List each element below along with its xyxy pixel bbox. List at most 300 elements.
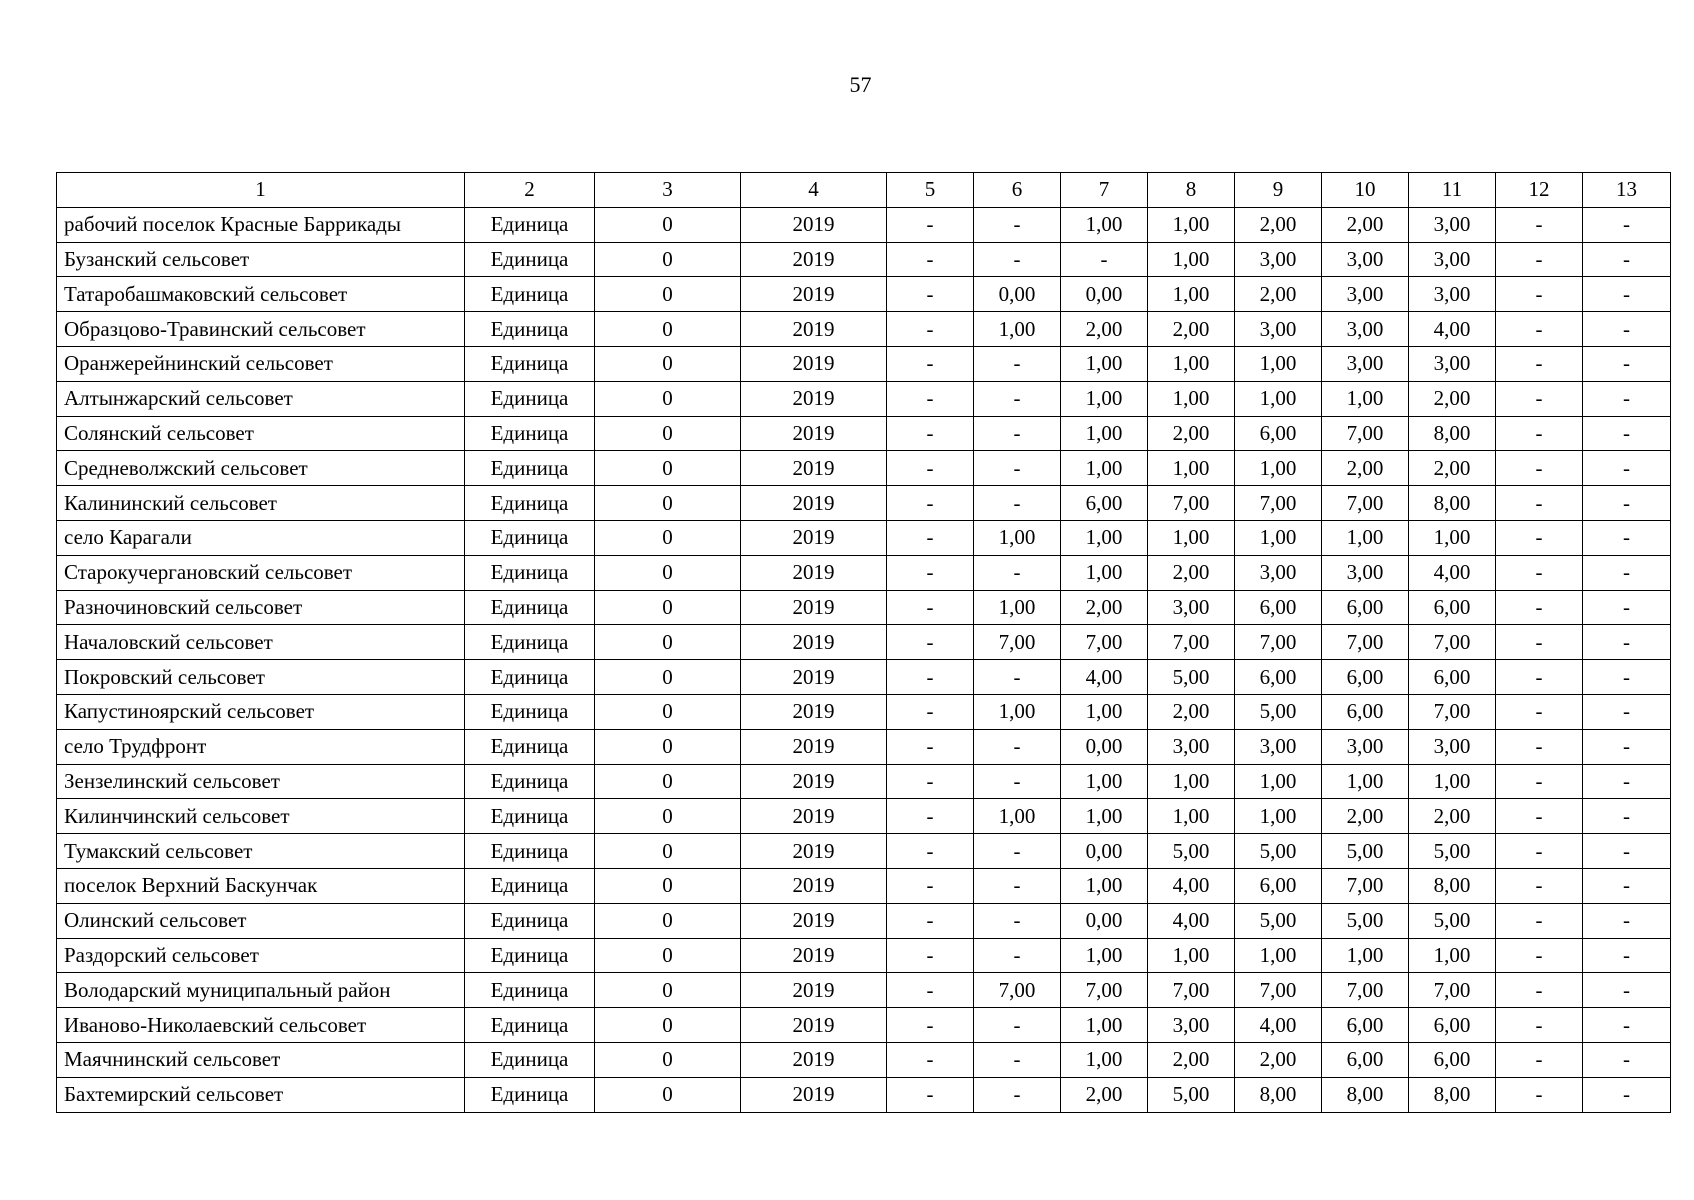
table-cell-col-7: 4,00: [1061, 660, 1148, 695]
table-cell-col-13: -: [1583, 868, 1671, 903]
table-cell-col-13: -: [1583, 520, 1671, 555]
table-cell-col-6: 1,00: [974, 312, 1061, 347]
table-cell-col-3: 0: [595, 312, 741, 347]
table-cell-col-7: 1,00: [1061, 416, 1148, 451]
table-cell-col-2: Единица: [465, 834, 595, 869]
row-name-cell: Маячнинский сельсовет: [57, 1042, 465, 1077]
table-cell-col-13: -: [1583, 555, 1671, 590]
table-cell-col-11: 4,00: [1409, 555, 1496, 590]
table-cell-col-7: 0,00: [1061, 277, 1148, 312]
table-cell-col-8: 1,00: [1148, 242, 1235, 277]
row-name-cell: Алтынжарский сельсовет: [57, 381, 465, 416]
table-cell-col-5: -: [887, 416, 974, 451]
table-cell-col-3: 0: [595, 207, 741, 242]
table-cell-col-2: Единица: [465, 1077, 595, 1112]
table-cell-col-10: 2,00: [1322, 207, 1409, 242]
table-cell-col-11: 2,00: [1409, 451, 1496, 486]
table-cell-col-12: -: [1496, 1077, 1583, 1112]
table-cell-col-7: 0,00: [1061, 834, 1148, 869]
table-cell-col-2: Единица: [465, 381, 595, 416]
column-header-2: 2: [465, 173, 595, 208]
row-name-cell: Старокучергановский сельсовет: [57, 555, 465, 590]
table-cell-col-6: -: [974, 1077, 1061, 1112]
table-cell-col-5: -: [887, 207, 974, 242]
table-row: [57, 1042, 1671, 1077]
table-row: [57, 868, 1671, 903]
table-cell-col-12: -: [1496, 451, 1583, 486]
table-cell-col-11: 3,00: [1409, 277, 1496, 312]
table-cell-col-3: 0: [595, 868, 741, 903]
row-name-cell: Калининский сельсовет: [57, 486, 465, 521]
table-cell-col-4: 2019: [741, 764, 887, 799]
table-cell-col-4: 2019: [741, 555, 887, 590]
table-cell-col-10: 3,00: [1322, 242, 1409, 277]
table-cell-col-3: 0: [595, 381, 741, 416]
row-name-cell: Тумакский сельсовет: [57, 834, 465, 869]
table-cell-col-6: -: [974, 381, 1061, 416]
table-cell-col-2: Единица: [465, 1042, 595, 1077]
table-row: [57, 486, 1671, 521]
table-cell-col-13: -: [1583, 729, 1671, 764]
table-row: [57, 834, 1671, 869]
table-cell-col-3: 0: [595, 625, 741, 660]
column-header-3: 3: [595, 173, 741, 208]
table-cell-col-8: 7,00: [1148, 486, 1235, 521]
table-cell-col-2: Единица: [465, 694, 595, 729]
table-cell-col-6: 1,00: [974, 694, 1061, 729]
table-cell-col-13: -: [1583, 694, 1671, 729]
table-cell-col-11: 3,00: [1409, 242, 1496, 277]
table-cell-col-9: 5,00: [1235, 903, 1322, 938]
table-cell-col-3: 0: [595, 1008, 741, 1043]
table-cell-col-2: Единица: [465, 1008, 595, 1043]
table-cell-col-8: 1,00: [1148, 207, 1235, 242]
table-cell-col-11: 8,00: [1409, 1077, 1496, 1112]
table-cell-col-8: 1,00: [1148, 346, 1235, 381]
table-cell-col-4: 2019: [741, 381, 887, 416]
table-cell-col-11: 5,00: [1409, 834, 1496, 869]
table-cell-col-12: -: [1496, 242, 1583, 277]
table-cell-col-9: 5,00: [1235, 834, 1322, 869]
table-cell-col-2: Единица: [465, 555, 595, 590]
table-cell-col-6: 7,00: [974, 973, 1061, 1008]
table-cell-col-9: 2,00: [1235, 277, 1322, 312]
table-cell-col-2: Единица: [465, 764, 595, 799]
table-cell-col-11: 1,00: [1409, 520, 1496, 555]
table-cell-col-8: 1,00: [1148, 381, 1235, 416]
table-cell-col-3: 0: [595, 277, 741, 312]
table-cell-col-2: Единица: [465, 312, 595, 347]
table-cell-col-10: 6,00: [1322, 590, 1409, 625]
table-cell-col-5: -: [887, 729, 974, 764]
table-cell-col-13: -: [1583, 764, 1671, 799]
table-cell-col-12: -: [1496, 729, 1583, 764]
table-cell-col-10: 2,00: [1322, 799, 1409, 834]
table-cell-col-9: 4,00: [1235, 1008, 1322, 1043]
column-header-13: 13: [1583, 173, 1671, 208]
row-name-cell: Зензелинский сельсовет: [57, 764, 465, 799]
table-cell-col-6: -: [974, 555, 1061, 590]
table-cell-col-8: 4,00: [1148, 903, 1235, 938]
table-cell-col-6: -: [974, 207, 1061, 242]
table-cell-col-11: 5,00: [1409, 903, 1496, 938]
table-cell-col-12: -: [1496, 312, 1583, 347]
table-cell-col-10: 5,00: [1322, 903, 1409, 938]
table-cell-col-13: -: [1583, 1042, 1671, 1077]
table-cell-col-2: Единица: [465, 451, 595, 486]
table-cell-col-2: Единица: [465, 729, 595, 764]
table-cell-col-10: 2,00: [1322, 451, 1409, 486]
table-cell-col-10: 3,00: [1322, 555, 1409, 590]
table-cell-col-8: 2,00: [1148, 555, 1235, 590]
row-name-cell: Капустиноярский сельсовет: [57, 694, 465, 729]
table-cell-col-3: 0: [595, 555, 741, 590]
table-cell-col-11: 3,00: [1409, 207, 1496, 242]
table-cell-col-7: 1,00: [1061, 868, 1148, 903]
table-cell-col-12: -: [1496, 520, 1583, 555]
table-cell-col-5: -: [887, 660, 974, 695]
row-name-cell: Бахтемирский сельсовет: [57, 1077, 465, 1112]
table-cell-col-10: 6,00: [1322, 660, 1409, 695]
table-cell-col-13: -: [1583, 207, 1671, 242]
table-cell-col-5: -: [887, 486, 974, 521]
table-cell-col-5: -: [887, 694, 974, 729]
table-cell-col-8: 1,00: [1148, 799, 1235, 834]
table-cell-col-5: -: [887, 834, 974, 869]
table-cell-col-3: 0: [595, 799, 741, 834]
table-cell-col-4: 2019: [741, 694, 887, 729]
table-cell-col-12: -: [1496, 416, 1583, 451]
table-row: [57, 207, 1671, 242]
row-name-cell: Раздорский сельсовет: [57, 938, 465, 973]
column-header-7: 7: [1061, 173, 1148, 208]
table-cell-col-2: Единица: [465, 799, 595, 834]
column-header-12: 12: [1496, 173, 1583, 208]
table-cell-col-13: -: [1583, 799, 1671, 834]
table-cell-col-2: Единица: [465, 520, 595, 555]
table-cell-col-4: 2019: [741, 799, 887, 834]
table-cell-col-2: Единица: [465, 416, 595, 451]
table-cell-col-7: 1,00: [1061, 555, 1148, 590]
table-cell-col-5: -: [887, 590, 974, 625]
table-cell-col-4: 2019: [741, 346, 887, 381]
table-cell-col-12: -: [1496, 903, 1583, 938]
table-cell-col-5: -: [887, 312, 974, 347]
table-cell-col-4: 2019: [741, 451, 887, 486]
table-cell-col-3: 0: [595, 973, 741, 1008]
table-cell-col-9: 2,00: [1235, 1042, 1322, 1077]
table-cell-col-8: 2,00: [1148, 1042, 1235, 1077]
table-cell-col-6: -: [974, 451, 1061, 486]
table-body: [57, 207, 1671, 1112]
table-cell-col-7: 1,00: [1061, 764, 1148, 799]
table-cell-col-11: 2,00: [1409, 799, 1496, 834]
table-row: [57, 799, 1671, 834]
table-cell-col-10: 7,00: [1322, 416, 1409, 451]
table-cell-col-9: 1,00: [1235, 938, 1322, 973]
table-cell-col-5: -: [887, 1042, 974, 1077]
table-cell-col-3: 0: [595, 764, 741, 799]
table-cell-col-2: Единица: [465, 486, 595, 521]
table-cell-col-3: 0: [595, 451, 741, 486]
table-cell-col-11: 6,00: [1409, 1042, 1496, 1077]
table-cell-col-13: -: [1583, 346, 1671, 381]
table-cell-col-10: 6,00: [1322, 1008, 1409, 1043]
table-cell-col-8: 2,00: [1148, 312, 1235, 347]
table-row: [57, 242, 1671, 277]
table-cell-col-2: Единица: [465, 903, 595, 938]
table-cell-col-13: -: [1583, 416, 1671, 451]
table-header-row: [57, 173, 1671, 208]
table-cell-col-9: 1,00: [1235, 520, 1322, 555]
table-cell-col-2: Единица: [465, 973, 595, 1008]
table-cell-col-12: -: [1496, 694, 1583, 729]
table-cell-col-11: 6,00: [1409, 660, 1496, 695]
table-cell-col-10: 1,00: [1322, 938, 1409, 973]
table-cell-col-9: 3,00: [1235, 555, 1322, 590]
table-cell-col-7: 1,00: [1061, 346, 1148, 381]
table-cell-col-11: 1,00: [1409, 938, 1496, 973]
table-cell-col-3: 0: [595, 1042, 741, 1077]
table-cell-col-9: 1,00: [1235, 799, 1322, 834]
table-cell-col-3: 0: [595, 346, 741, 381]
table-cell-col-7: 0,00: [1061, 729, 1148, 764]
table-row: [57, 938, 1671, 973]
table-cell-col-9: 6,00: [1235, 868, 1322, 903]
table-cell-col-7: 1,00: [1061, 694, 1148, 729]
row-name-cell: Покровский сельсовет: [57, 660, 465, 695]
table-cell-col-9: 1,00: [1235, 346, 1322, 381]
table-cell-col-4: 2019: [741, 1042, 887, 1077]
table-cell-col-5: -: [887, 242, 974, 277]
table-cell-col-3: 0: [595, 486, 741, 521]
table-cell-col-8: 3,00: [1148, 590, 1235, 625]
table-cell-col-12: -: [1496, 799, 1583, 834]
table-cell-col-6: 1,00: [974, 799, 1061, 834]
table-cell-col-12: -: [1496, 764, 1583, 799]
table-cell-col-12: -: [1496, 555, 1583, 590]
table-cell-col-3: 0: [595, 1077, 741, 1112]
table-cell-col-11: 8,00: [1409, 868, 1496, 903]
table-cell-col-13: -: [1583, 312, 1671, 347]
table-cell-col-12: -: [1496, 660, 1583, 695]
table-cell-col-11: 6,00: [1409, 1008, 1496, 1043]
table-cell-col-5: -: [887, 346, 974, 381]
table-cell-col-11: 1,00: [1409, 764, 1496, 799]
table-cell-col-5: -: [887, 764, 974, 799]
table-row: [57, 451, 1671, 486]
table-row: [57, 694, 1671, 729]
row-name-cell: Разночиновский сельсовет: [57, 590, 465, 625]
table-cell-col-4: 2019: [741, 973, 887, 1008]
table-cell-col-7: 1,00: [1061, 799, 1148, 834]
table-row: [57, 1008, 1671, 1043]
table-cell-col-12: -: [1496, 973, 1583, 1008]
table-cell-col-6: -: [974, 1008, 1061, 1043]
table-cell-col-3: 0: [595, 416, 741, 451]
table-cell-col-7: 7,00: [1061, 973, 1148, 1008]
table-cell-col-7: 1,00: [1061, 207, 1148, 242]
table-cell-col-10: 3,00: [1322, 312, 1409, 347]
table-row: [57, 416, 1671, 451]
table-cell-col-4: 2019: [741, 834, 887, 869]
table-cell-col-7: 0,00: [1061, 903, 1148, 938]
table-cell-col-9: 7,00: [1235, 973, 1322, 1008]
table-cell-col-2: Единица: [465, 277, 595, 312]
table-cell-col-11: 6,00: [1409, 590, 1496, 625]
table-cell-col-8: 1,00: [1148, 520, 1235, 555]
table-cell-col-4: 2019: [741, 729, 887, 764]
table-cell-col-5: -: [887, 555, 974, 590]
table-cell-col-3: 0: [595, 729, 741, 764]
table-cell-col-9: 3,00: [1235, 312, 1322, 347]
table-cell-col-7: 1,00: [1061, 381, 1148, 416]
column-header-6: 6: [974, 173, 1061, 208]
table-cell-col-7: 2,00: [1061, 590, 1148, 625]
table-cell-col-11: 8,00: [1409, 486, 1496, 521]
table-cell-col-5: -: [887, 625, 974, 660]
table-cell-col-10: 1,00: [1322, 381, 1409, 416]
table-cell-col-13: -: [1583, 834, 1671, 869]
table-cell-col-6: -: [974, 416, 1061, 451]
data-table: [56, 172, 1671, 1113]
table-cell-col-10: 7,00: [1322, 868, 1409, 903]
table-cell-col-5: -: [887, 381, 974, 416]
row-name-cell: Оранжерейнинский сельсовет: [57, 346, 465, 381]
table-cell-col-9: 1,00: [1235, 764, 1322, 799]
table-cell-col-12: -: [1496, 868, 1583, 903]
table-cell-col-7: 1,00: [1061, 520, 1148, 555]
table-cell-col-12: -: [1496, 346, 1583, 381]
table-cell-col-13: -: [1583, 903, 1671, 938]
table-cell-col-4: 2019: [741, 903, 887, 938]
table-cell-col-11: 3,00: [1409, 729, 1496, 764]
table-cell-col-8: 2,00: [1148, 416, 1235, 451]
table-cell-col-12: -: [1496, 1042, 1583, 1077]
table-cell-col-6: -: [974, 729, 1061, 764]
table-row: [57, 277, 1671, 312]
row-name-cell: Образцово-Травинский сельсовет: [57, 312, 465, 347]
table-cell-col-7: 1,00: [1061, 1042, 1148, 1077]
table-cell-col-13: -: [1583, 381, 1671, 416]
table-cell-col-5: -: [887, 1077, 974, 1112]
row-name-cell: Олинский сельсовет: [57, 903, 465, 938]
table-cell-col-8: 1,00: [1148, 277, 1235, 312]
row-name-cell: село Карагали: [57, 520, 465, 555]
table-row: [57, 555, 1671, 590]
table-cell-col-5: -: [887, 868, 974, 903]
table-cell-col-6: 0,00: [974, 277, 1061, 312]
table-row: [57, 625, 1671, 660]
table-cell-col-3: 0: [595, 590, 741, 625]
table-cell-col-8: 1,00: [1148, 451, 1235, 486]
table-cell-col-12: -: [1496, 938, 1583, 973]
table-cell-col-12: -: [1496, 590, 1583, 625]
table-cell-col-8: 3,00: [1148, 729, 1235, 764]
table-cell-col-4: 2019: [741, 590, 887, 625]
table-cell-col-10: 6,00: [1322, 694, 1409, 729]
table-cell-col-10: 6,00: [1322, 1042, 1409, 1077]
table-cell-col-11: 3,00: [1409, 346, 1496, 381]
row-name-cell: село Трудфронт: [57, 729, 465, 764]
table-cell-col-13: -: [1583, 938, 1671, 973]
table-cell-col-12: -: [1496, 834, 1583, 869]
table-row: [57, 520, 1671, 555]
table-row: [57, 312, 1671, 347]
table-cell-col-6: 1,00: [974, 520, 1061, 555]
row-name-cell: Средневолжский сельсовет: [57, 451, 465, 486]
row-name-cell: Бузанский сельсовет: [57, 242, 465, 277]
table-cell-col-12: -: [1496, 1008, 1583, 1043]
table-cell-col-6: 7,00: [974, 625, 1061, 660]
table-cell-col-6: -: [974, 486, 1061, 521]
table-cell-col-9: 8,00: [1235, 1077, 1322, 1112]
table-cell-col-9: 3,00: [1235, 729, 1322, 764]
table-cell-col-9: 1,00: [1235, 451, 1322, 486]
column-header-5: 5: [887, 173, 974, 208]
table-row: [57, 973, 1671, 1008]
table-row: [57, 381, 1671, 416]
table-cell-col-5: -: [887, 973, 974, 1008]
table-cell-col-8: 1,00: [1148, 764, 1235, 799]
table-cell-col-13: -: [1583, 242, 1671, 277]
table-cell-col-13: -: [1583, 486, 1671, 521]
table-cell-col-9: 7,00: [1235, 625, 1322, 660]
table-cell-col-7: 6,00: [1061, 486, 1148, 521]
table-cell-col-2: Единица: [465, 868, 595, 903]
table-cell-col-9: 3,00: [1235, 242, 1322, 277]
table-cell-col-11: 7,00: [1409, 625, 1496, 660]
table-cell-col-5: -: [887, 1008, 974, 1043]
table-cell-col-8: 3,00: [1148, 1008, 1235, 1043]
row-name-cell: Солянский сельсовет: [57, 416, 465, 451]
table-cell-col-9: 7,00: [1235, 486, 1322, 521]
table-cell-col-6: -: [974, 938, 1061, 973]
page-number: 57: [849, 72, 872, 97]
table-cell-col-5: -: [887, 277, 974, 312]
column-header-9: 9: [1235, 173, 1322, 208]
table-cell-col-10: 7,00: [1322, 486, 1409, 521]
table-cell-col-9: 6,00: [1235, 660, 1322, 695]
column-header-11: 11: [1409, 173, 1496, 208]
table-cell-col-5: -: [887, 903, 974, 938]
table-cell-col-10: 3,00: [1322, 729, 1409, 764]
table-cell-col-11: 7,00: [1409, 973, 1496, 1008]
table-cell-col-9: 6,00: [1235, 416, 1322, 451]
table-row: [57, 590, 1671, 625]
table-cell-col-10: 3,00: [1322, 346, 1409, 381]
table-cell-col-12: -: [1496, 625, 1583, 660]
table-cell-col-2: Единица: [465, 346, 595, 381]
table-cell-col-11: 8,00: [1409, 416, 1496, 451]
table-row: [57, 660, 1671, 695]
table-cell-col-3: 0: [595, 938, 741, 973]
table-cell-col-8: 5,00: [1148, 660, 1235, 695]
column-header-10: 10: [1322, 173, 1409, 208]
table-cell-col-8: 7,00: [1148, 973, 1235, 1008]
row-name-cell: Иваново-Николаевский сельсовет: [57, 1008, 465, 1043]
table-cell-col-8: 1,00: [1148, 938, 1235, 973]
row-name-cell: рабочий поселок Красные Баррикады: [57, 207, 465, 242]
table-cell-col-12: -: [1496, 277, 1583, 312]
table-cell-col-5: -: [887, 938, 974, 973]
table-cell-col-4: 2019: [741, 416, 887, 451]
table-cell-col-6: -: [974, 868, 1061, 903]
table-cell-col-3: 0: [595, 903, 741, 938]
row-name-cell: Килинчинский сельсовет: [57, 799, 465, 834]
table-cell-col-6: -: [974, 903, 1061, 938]
table-cell-col-4: 2019: [741, 242, 887, 277]
